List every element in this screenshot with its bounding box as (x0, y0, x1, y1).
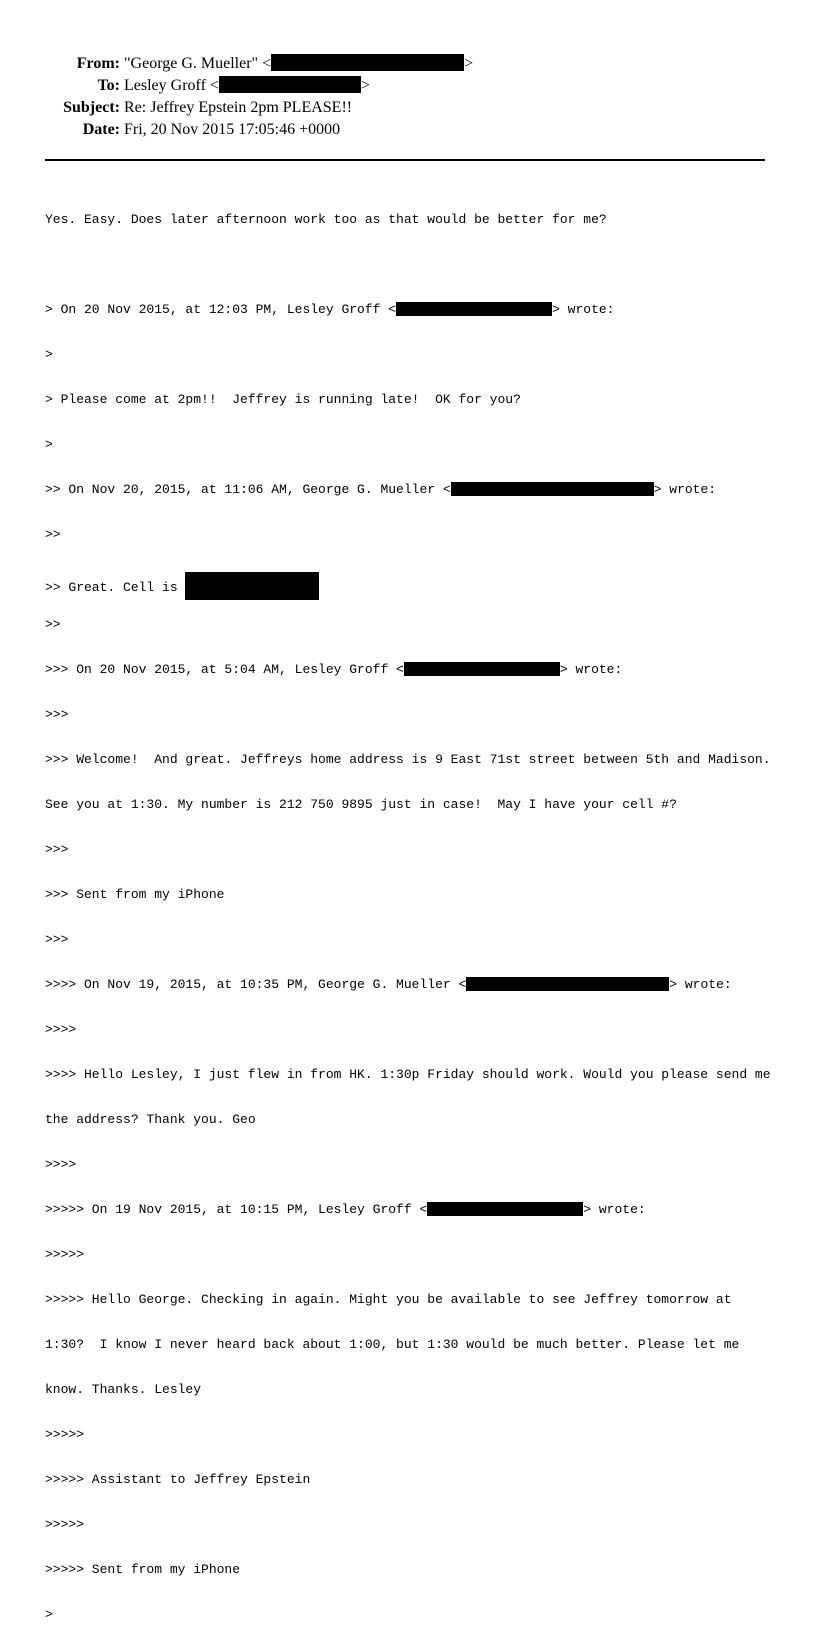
body-line: >>>>> Sent from my iPhone (45, 1562, 241, 1577)
body-line: >>>>> Hello George. Checking in again. Might you be available to see Jeffrey tomorrow at (45, 1292, 732, 1307)
cell-text: >> Great. Cell is (45, 580, 186, 595)
to-label: To: (97, 77, 120, 94)
quote-header-text: >>>> On Nov 19, 2015, at 10:35 PM, George G. Mueller < (45, 977, 467, 992)
quote-header-tail: > wrote: (559, 662, 623, 677)
body-line (45, 257, 780, 272)
redaction-box (404, 662, 560, 676)
body-line: >>> Sent from my iPhone (45, 887, 225, 902)
body-line: >> (45, 527, 61, 542)
body-line: > Please come at 2pm!! Jeffrey is running late! OK for you? (45, 392, 521, 407)
redaction-box (427, 1202, 583, 1216)
body-line: >>> (45, 842, 69, 857)
date-label: Date: (82, 121, 120, 138)
from-row (0, 53, 816, 75)
body-line: know. Thanks. Lesley (45, 1382, 202, 1397)
redaction-box (451, 482, 654, 496)
quote-header-text: >>> On 20 Nov 2015, at 5:04 AM, Lesley Groff < (45, 662, 404, 677)
from-label: From: (76, 55, 120, 72)
body-line: Yes. Easy. Does later afternoon work too as that would be better for me? (45, 212, 607, 227)
to-value (124, 75, 370, 97)
from-name: "George G. Mueller" < (124, 55, 272, 72)
body-line (45, 572, 780, 595)
subject-label: Subject: (63, 99, 120, 116)
quote-header-text: >>>>> On 19 Nov 2015, at 10:15 PM, Lesley Groff < (45, 1202, 428, 1217)
body-line: >>>> Hello Lesley, I just flew in from HK. 1:30p Friday should work. Would you please send me (45, 1067, 771, 1082)
body-line: > (45, 1607, 53, 1622)
redaction-box (185, 572, 319, 600)
quote-header-tail: > wrote: (669, 977, 732, 992)
body-line (45, 482, 780, 497)
quote-header-tail: > wrote: (552, 302, 615, 317)
body-line: >>> Welcome! And great. Jeffreys home address is 9 East 71st street between 5th and Madison. (45, 752, 771, 767)
subject-row (0, 97, 816, 119)
body-line: the address? Thank you. Geo (45, 1112, 256, 1127)
quote-header-tail: > wrote: (583, 1202, 646, 1217)
body-line: >>>> (45, 1157, 77, 1172)
subject-value: Re: Jeffrey Epstein 2pm PLEASE!! (124, 99, 353, 116)
date-row (0, 119, 816, 141)
from-value (124, 53, 473, 75)
to-name: Lesley Groff < (124, 77, 219, 94)
redaction-box (271, 54, 464, 71)
from-close: > (464, 55, 474, 72)
body-line: >>>> (45, 1022, 77, 1037)
body-line: >>>>> (45, 1247, 85, 1262)
to-row (0, 75, 816, 97)
body-line: >>>>> Assistant to Jeffrey Epstein (45, 1472, 311, 1487)
body-line: >> (45, 617, 61, 632)
body-line: 1:30? I know I never heard back about 1:00, but 1:30 would be much better. Please let me (45, 1337, 740, 1352)
body-line: See you at 1:30. My number is 212 750 9895 just in case! May I have your cell #? (45, 797, 677, 812)
redaction-box (219, 76, 361, 93)
body-line: >>> (45, 932, 69, 947)
to-close: > (360, 77, 370, 94)
body-line (45, 302, 780, 317)
header-divider (45, 159, 765, 161)
email-header (0, 53, 816, 141)
quote-header-text: >> On Nov 20, 2015, at 11:06 AM, George G. Mueller < (45, 482, 451, 497)
redaction-box (466, 977, 669, 991)
email-body (45, 182, 780, 1637)
body-line (45, 662, 780, 677)
body-line (45, 1202, 780, 1217)
body-line: > (45, 437, 53, 452)
quote-header-text: > On 20 Nov 2015, at 12:03 PM, Lesley Groff < (45, 302, 397, 317)
body-line: >>> (45, 707, 69, 722)
body-line: >>>>> (45, 1517, 85, 1532)
date-value: Fri, 20 Nov 2015 17:05:46 +0000 (124, 121, 341, 138)
body-line (45, 977, 780, 992)
body-line: >>>>> (45, 1427, 85, 1442)
body-line: > (45, 347, 53, 362)
redaction-box (396, 302, 552, 316)
quote-header-tail: > wrote: (653, 482, 717, 497)
